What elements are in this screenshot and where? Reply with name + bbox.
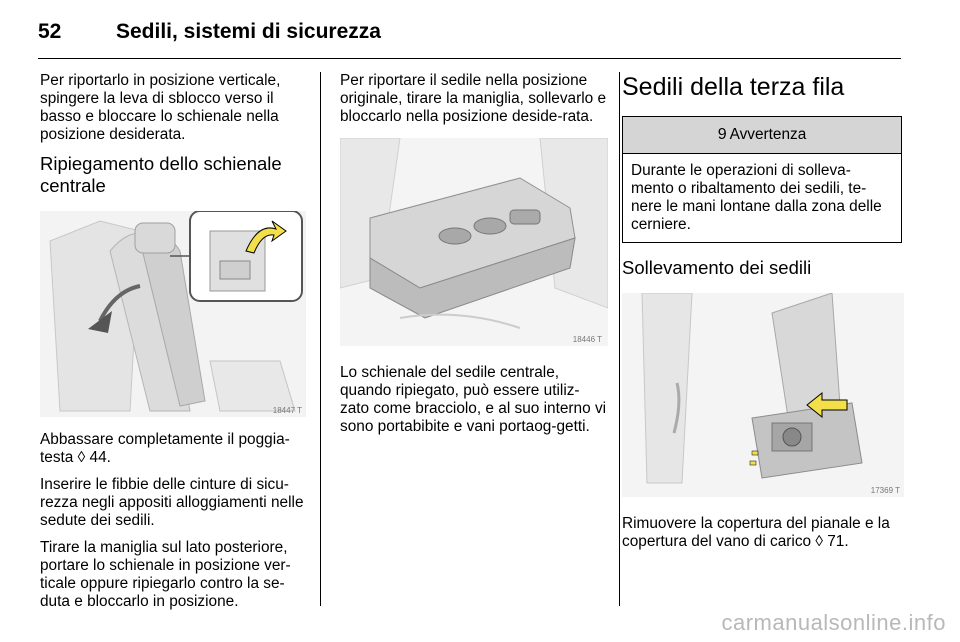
page-header — [38, 14, 900, 54]
paragraph-buckles: Inserire le fibbie delle cinture di sicu-rezza negli appositi alloggiamenti nelle sedute dei sedili. — [40, 476, 304, 529]
column-1 — [40, 72, 306, 620]
column-divider-1 — [320, 72, 321, 606]
warning-box — [622, 116, 902, 243]
paragraph-upright: Per riportarlo in posizione verticale, spingere la leva di sblocco verso il basso e bloccare lo schienale nella posizione desiderata. — [40, 72, 281, 143]
figure-code: 18447 T — [272, 406, 302, 415]
paragraph-remove-cover: Rimuovere la copertura del pianale e la copertura del vano di carico ◊ 71. — [622, 515, 890, 550]
section-title-third-row: Sedili della terza fila — [622, 73, 845, 101]
page-title: Sedili, sistemi di sicurezza — [116, 20, 381, 43]
figure-code: 18446 T — [572, 335, 602, 344]
third-row-illustration — [622, 293, 904, 497]
seat-illustration-1 — [40, 211, 306, 417]
warning-header — [623, 117, 901, 154]
warning-icon: 9 — [717, 126, 727, 143]
paragraph-handle: Tirare la maniglia sul lato posteriore, portare lo schienale in posizione ver-ticale oppure ripiegarlo contro la se-duta e bloccarlo in posizione. — [40, 539, 291, 610]
column-2 — [340, 72, 608, 445]
header-rule — [38, 58, 901, 59]
figure-raise-seats — [622, 293, 904, 497]
warning-body — [623, 154, 901, 242]
section-heading-fold-backrest: Ripiegamento dello schienale centrale — [40, 153, 282, 196]
watermark: carmanualsonline.info — [721, 610, 946, 635]
figure-fold-backrest — [40, 211, 306, 417]
paragraph-armrest: Lo schienale del sedile centrale, quando ripiegato, può essere utiliz-zato come bracciolo, e al suo interno vi sono portabibite e vani portaog-getti. — [340, 364, 607, 435]
column-3 — [622, 72, 904, 560]
armrest-illustration — [340, 138, 608, 346]
paragraph-restore: Per riportare il sedile nella posizione originale, tirare la maniglia, sollevarlo e bloccarlo nella posizione deside-rata. — [340, 72, 607, 125]
warning-text: Durante le operazioni di solleva-mento o ribaltamento dei sedili, te-nere le mani lontane dalla zona delle cerniere. — [631, 162, 882, 233]
section-heading-raise-seats: Sollevamento dei sedili — [622, 257, 812, 278]
page-number: 52 — [38, 20, 62, 43]
figure-armrest — [340, 138, 606, 346]
figure-code: 17369 T — [870, 486, 900, 495]
column-divider-2 — [619, 72, 620, 606]
warning-title: Avvertenza — [729, 126, 807, 143]
paragraph-headrest: Abbassare completamente il poggia-testa ◊ 44. — [40, 431, 290, 466]
